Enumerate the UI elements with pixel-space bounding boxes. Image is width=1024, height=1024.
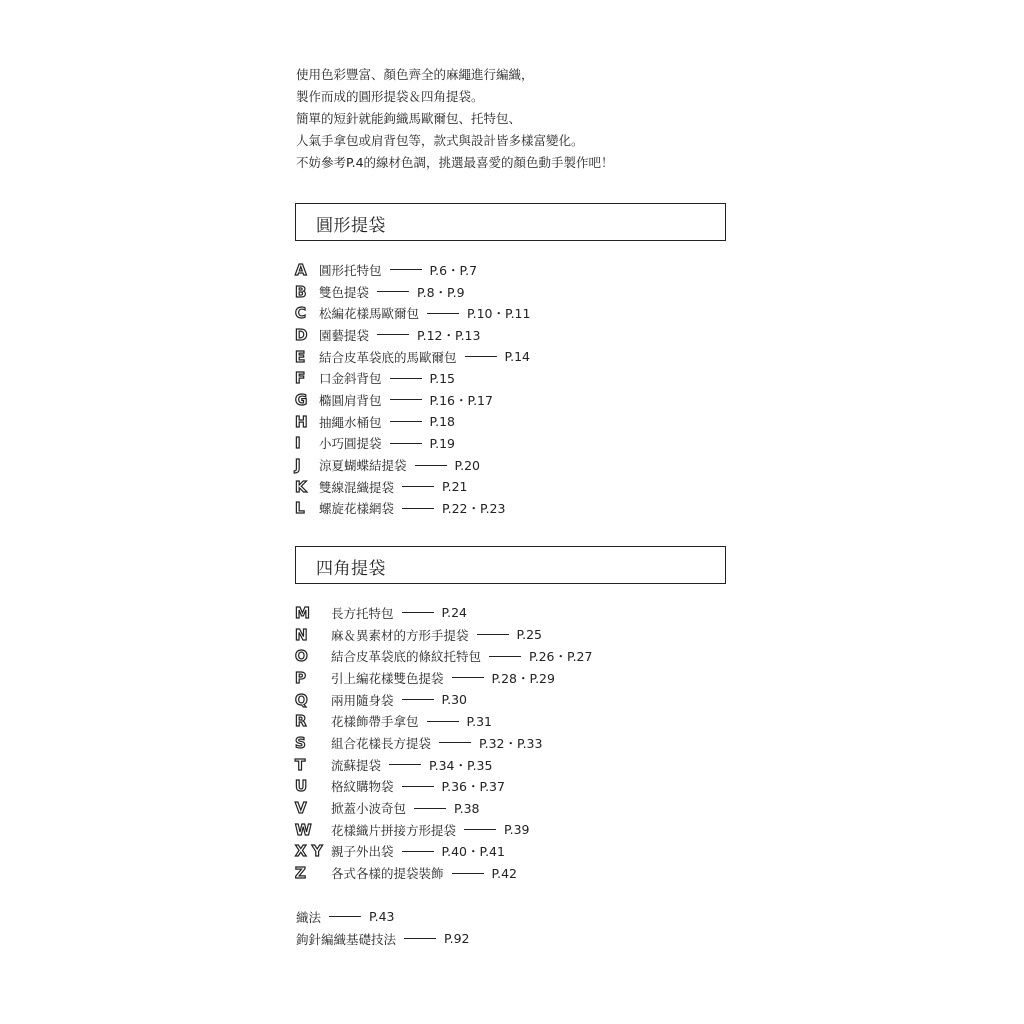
leader-line [377, 291, 409, 292]
item-letter: T [295, 755, 306, 774]
item-title: 引上編花樣雙色提袋 [331, 670, 444, 686]
item-pages: P.40・P.41 [441, 844, 505, 860]
leader-line [427, 721, 459, 722]
list-item[interactable] [295, 624, 592, 646]
list-item[interactable] [296, 928, 470, 950]
leader-line [464, 829, 496, 830]
item-title: 鉤針編織基礎技法 [296, 931, 397, 947]
item-letter: R [295, 712, 307, 731]
list-item[interactable] [295, 645, 592, 667]
item-pages: P.24 [441, 605, 467, 621]
item-letter: H [295, 412, 308, 431]
intro-line: 人氣手拿包或肩背包等，款式與設計皆多樣富變化。 [296, 133, 584, 148]
item-title: 雙色提袋 [319, 284, 370, 300]
list-item[interactable] [295, 411, 530, 433]
item-pages: P.32・P.33 [479, 735, 543, 751]
leader-line [390, 399, 422, 400]
item-letter: N [295, 625, 308, 644]
intro-line: 簡單的短針就能鉤織馬歐爾包、托特包、 [296, 111, 522, 126]
item-pages: P.14 [504, 349, 530, 365]
section-heading-text: 圓形提袋 [316, 216, 386, 236]
item-title: 圓形托特包 [319, 262, 382, 278]
item-letter: B [295, 282, 307, 301]
extra-references [296, 906, 470, 949]
item-pages: P.8・P.9 [417, 284, 465, 300]
item-pages: P.25 [516, 627, 542, 643]
item-title: 花樣飾帶手拿包 [331, 714, 419, 730]
leader-line [465, 356, 497, 357]
list-item[interactable] [295, 346, 530, 368]
list-item[interactable] [295, 281, 530, 303]
item-title: 雙線混織提袋 [319, 479, 395, 495]
section-heading-round-bags [295, 203, 726, 241]
item-title: 格紋購物袋 [331, 779, 394, 795]
item-letter: Q [295, 690, 308, 709]
leader-line [452, 677, 484, 678]
leader-line [329, 916, 361, 917]
intro-line: 使用色彩豐富、顏色齊全的麻繩進行編織， [296, 67, 534, 82]
list-item[interactable] [295, 689, 592, 711]
square-bags-list [295, 602, 592, 884]
item-title: 結合皮革袋底的條紋托特包 [331, 649, 482, 665]
item-letter: G [295, 390, 308, 409]
leader-line [452, 873, 484, 874]
item-title: 園藝提袋 [319, 327, 370, 343]
list-item[interactable] [295, 367, 530, 389]
item-pages: P.6・P.7 [429, 262, 478, 278]
item-pages: P.31 [466, 713, 492, 729]
list-item[interactable] [295, 732, 592, 754]
item-title: 松編花樣馬歐爾包 [319, 306, 420, 322]
list-item[interactable] [295, 498, 530, 520]
leader-line [390, 269, 422, 270]
list-item[interactable] [295, 710, 592, 732]
list-item[interactable] [295, 433, 530, 455]
item-letter: L [295, 499, 305, 518]
section-heading-square-bags [295, 546, 726, 584]
item-letter: P [295, 668, 306, 687]
item-letter: U [295, 777, 308, 796]
item-letter: I [295, 434, 301, 453]
item-pages: P.28・P.29 [491, 670, 555, 686]
item-letter: F [295, 369, 306, 388]
item-title: 各式各樣的提袋裝飾 [331, 866, 444, 882]
leader-line [390, 443, 422, 444]
round-bags-list [295, 259, 530, 519]
item-pages: P.38 [454, 800, 480, 816]
item-pages: P.43 [369, 909, 395, 925]
item-pages: P.30 [441, 692, 467, 708]
list-item[interactable] [295, 324, 530, 346]
item-title: 抽繩水桶包 [319, 414, 382, 430]
item-pages: P.22・P.23 [442, 501, 506, 517]
leader-line [402, 851, 434, 852]
item-letter: Z [295, 864, 306, 883]
leader-line [390, 378, 422, 379]
item-pages: P.39 [504, 822, 530, 838]
leader-line [402, 508, 434, 509]
item-title: 花樣織片拼接方形提袋 [331, 822, 457, 838]
item-letter: C [295, 304, 307, 323]
item-letter: K [295, 477, 307, 496]
list-item[interactable] [295, 841, 592, 863]
item-title: 流蘇提袋 [331, 757, 382, 773]
item-pages: P.21 [442, 479, 468, 495]
leader-line [377, 334, 409, 335]
leader-line [402, 612, 434, 613]
list-item[interactable] [296, 906, 470, 928]
item-letter: O [295, 647, 308, 666]
list-item[interactable] [295, 476, 530, 498]
item-title: 掀蓋小波奇包 [331, 801, 407, 817]
leader-line [404, 938, 436, 939]
item-pages: P.12・P.13 [417, 327, 481, 343]
list-item[interactable] [295, 667, 592, 689]
item-pages: P.18 [429, 414, 455, 430]
leader-line [402, 699, 434, 700]
list-item[interactable] [295, 797, 592, 819]
item-title: 組合花樣長方提袋 [331, 735, 432, 751]
item-title: 結合皮革袋底的馬歐爾包 [319, 349, 457, 365]
leader-line [439, 742, 471, 743]
item-letter: M [295, 603, 310, 622]
section-heading-text: 四角提袋 [316, 559, 386, 579]
item-title: 口金斜背包 [319, 371, 382, 387]
item-title: 親子外出袋 [331, 844, 394, 860]
leader-line [427, 313, 459, 314]
list-item[interactable] [295, 862, 592, 884]
item-title: 麻＆異素材的方形手提袋 [331, 627, 469, 643]
leader-line [489, 656, 521, 657]
item-title: 螺旋花樣網袋 [319, 501, 395, 517]
item-letter: W [295, 820, 312, 839]
leader-line [402, 786, 434, 787]
item-letter: J [295, 456, 301, 475]
item-pages: P.34・P.35 [429, 757, 493, 773]
item-title: 長方托特包 [331, 605, 394, 621]
item-pages: P.92 [444, 931, 470, 947]
item-letter: E [295, 347, 306, 366]
leader-line [389, 764, 421, 765]
item-pages: P.15 [429, 370, 455, 386]
item-pages: P.10・P.11 [467, 306, 531, 322]
item-title: 兩用隨身袋 [331, 692, 394, 708]
item-title: 涼夏蝴蝶結提袋 [319, 458, 407, 474]
intro-text [296, 64, 614, 174]
list-item[interactable] [295, 454, 530, 476]
item-letter: D [295, 325, 308, 344]
item-pages: P.26・P.27 [529, 649, 593, 665]
list-item[interactable] [295, 602, 592, 624]
item-pages: P.16・P.17 [429, 392, 493, 408]
item-pages: P.19 [429, 435, 455, 451]
list-item[interactable] [295, 389, 530, 411]
list-item[interactable] [295, 754, 592, 776]
intro-line: 不妨參考P.4的線材色調，挑選最喜愛的顏色動手製作吧！ [296, 155, 614, 170]
item-title: 橢圓肩背包 [319, 392, 382, 408]
item-letter: S [295, 733, 306, 752]
item-pages: P.42 [491, 865, 517, 881]
item-letter: A [295, 260, 307, 279]
item-letter: X Y [295, 842, 323, 861]
intro-line: 製作而成的圓形提袋＆四角提袋。 [296, 89, 484, 104]
leader-line [415, 465, 447, 466]
leader-line [390, 421, 422, 422]
list-item[interactable] [295, 776, 592, 798]
list-item[interactable] [295, 819, 592, 841]
item-letter: V [295, 799, 307, 818]
item-pages: P.36・P.37 [441, 779, 505, 795]
leader-line [414, 808, 446, 809]
item-pages: P.20 [454, 457, 480, 473]
item-title: 織法 [296, 909, 322, 925]
leader-line [477, 634, 509, 635]
leader-line [402, 486, 434, 487]
item-title: 小巧圓提袋 [319, 436, 382, 452]
list-item[interactable] [295, 302, 530, 324]
list-item[interactable] [295, 259, 530, 281]
